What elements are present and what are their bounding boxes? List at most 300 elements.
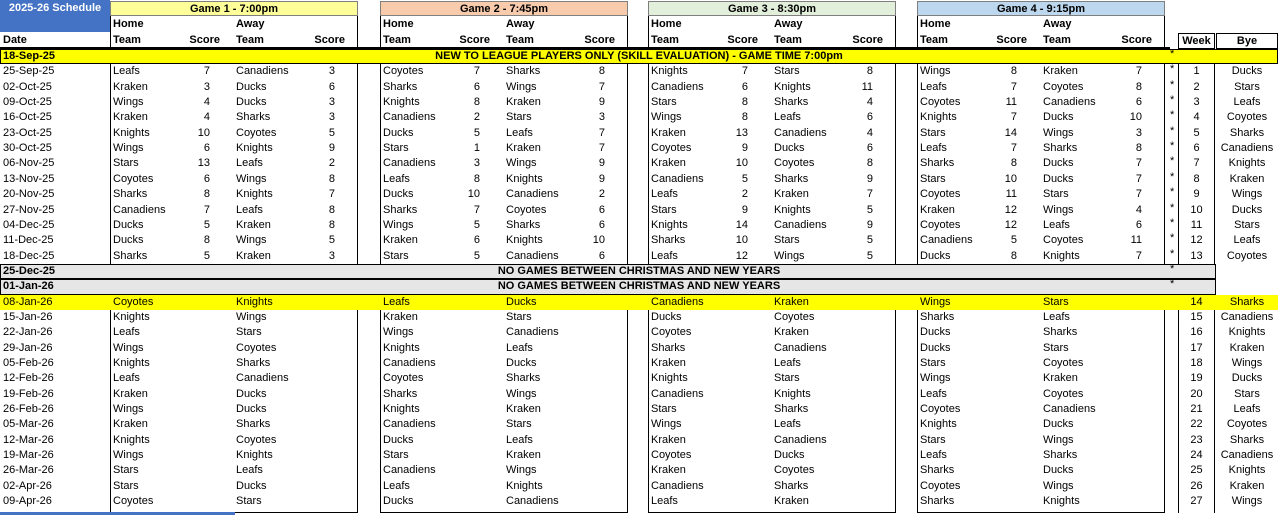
home-team: Wings [383, 326, 414, 339]
away-score: 7 [1135, 172, 1142, 185]
away-team: Sharks [774, 403, 809, 416]
away-score: 10 [592, 234, 605, 247]
away-header: Away [506, 18, 535, 30]
away-team-header: Team [1043, 34, 1071, 46]
week-number: 20 [1190, 387, 1203, 400]
home-team: Coyotes [651, 142, 692, 155]
bye-team: Wings [1231, 188, 1263, 201]
week-number: 7 [1193, 157, 1200, 170]
away-score: 8 [866, 65, 873, 78]
away-team: Coyotes [1043, 387, 1084, 400]
away-team: Kraken [236, 218, 271, 231]
away-score: 6 [1135, 218, 1142, 231]
date-column-header: Date [3, 34, 27, 46]
bye-team: Wings [1231, 495, 1263, 508]
away-team: Knights [774, 387, 811, 400]
home-team: Coyotes [651, 449, 692, 462]
away-score: 11 [861, 80, 873, 93]
week-number: 13 [1190, 249, 1203, 262]
home-team: Coyotes [920, 403, 961, 416]
home-team: Wings [113, 142, 144, 155]
row-marker: * [1170, 262, 1175, 275]
away-score: 6 [866, 111, 873, 124]
home-team: Ducks [113, 234, 144, 247]
home-team: Leafs [920, 80, 947, 93]
away-score-header: Score [314, 34, 345, 46]
bye-team: Leafs [1233, 96, 1261, 109]
home-score: 8 [1010, 157, 1017, 170]
row-date: 29-Jan-26 [3, 341, 53, 354]
away-team: Sharks [1043, 449, 1078, 462]
home-score: 4 [203, 111, 210, 124]
away-score: 6 [598, 218, 605, 231]
row-date: 13-Nov-25 [3, 172, 55, 185]
away-score-header: Score [584, 34, 615, 46]
home-score: 10 [735, 157, 748, 170]
bye-team: Stars [1234, 387, 1260, 400]
row-marker: * [1170, 201, 1175, 214]
bye-team: Ducks [1231, 372, 1263, 385]
away-team: Ducks [236, 96, 267, 109]
week-number: 22 [1190, 418, 1203, 431]
highlight-row-bg [0, 295, 1278, 310]
home-team: Leafs [113, 65, 140, 78]
home-team: Kraken [920, 203, 955, 216]
week-number: 21 [1190, 403, 1203, 416]
home-team-header: Team [920, 34, 948, 46]
away-team: Wings [506, 387, 537, 400]
home-score-header: Score [189, 34, 220, 46]
home-team: Sharks [113, 249, 148, 262]
away-team: Sharks [774, 479, 809, 492]
home-score: 8 [1010, 65, 1017, 78]
home-team: Wings [651, 111, 682, 124]
away-team: Leafs [236, 203, 263, 216]
row-marker: * [1170, 232, 1175, 245]
home-team: Canadiens [383, 418, 436, 431]
away-team: Wings [774, 249, 805, 262]
away-team: Canadiens [1043, 96, 1096, 109]
week-number: 3 [1193, 96, 1200, 109]
away-team: Canadiens [506, 249, 559, 262]
home-team: Coyotes [113, 295, 154, 308]
away-team: Kraken [506, 96, 541, 109]
home-team: Coyotes [920, 479, 961, 492]
away-team: Stars [236, 495, 262, 508]
home-team: Leafs [383, 172, 410, 185]
away-team: Coyotes [236, 126, 277, 139]
home-team: Leafs [651, 188, 678, 201]
home-team: Ducks [113, 218, 144, 231]
away-team: Stars [1043, 295, 1069, 308]
away-score: 6 [1135, 96, 1142, 109]
away-score: 3 [328, 96, 335, 109]
home-score: 8 [1010, 249, 1017, 262]
away-team: Wings [1043, 126, 1074, 139]
home-team: Wings [920, 372, 951, 385]
home-team: Wings [651, 418, 682, 431]
away-team: Canadiens [506, 326, 559, 339]
away-score: 5 [866, 203, 873, 216]
home-score-header: Score [459, 34, 490, 46]
home-team: Sharks [920, 310, 955, 323]
bye-team: Kraken [1229, 172, 1265, 185]
home-score: 6 [473, 80, 480, 93]
home-score: 5 [473, 249, 480, 262]
game-header: Game 1 - 7:00pm [110, 1, 358, 16]
home-team: Kraken [651, 357, 686, 369]
away-score: 6 [598, 203, 605, 216]
home-score: 7 [203, 65, 210, 78]
home-score: 9 [741, 203, 748, 216]
home-score: 5 [473, 218, 480, 231]
home-team: Sharks [383, 80, 418, 93]
row-marker: * [1170, 155, 1175, 168]
away-score: 10 [1129, 111, 1142, 124]
away-team: Ducks [774, 449, 805, 462]
row-date: 30-Oct-25 [3, 142, 52, 155]
bye-team: Kraken [1229, 341, 1265, 354]
row-marker: * [1170, 63, 1175, 76]
home-team: Canadiens [651, 295, 704, 308]
home-team: Sharks [383, 387, 418, 400]
home-team: Knights [113, 433, 150, 446]
home-score: 9 [741, 142, 748, 155]
home-score: 10 [1004, 172, 1017, 185]
away-team: Kraken [774, 295, 809, 308]
week-number: 15 [1190, 310, 1203, 323]
week-number: 1 [1193, 65, 1200, 78]
home-score: 5 [473, 126, 480, 139]
away-score: 2 [598, 188, 605, 201]
away-team: Leafs [774, 357, 801, 369]
away-team: Ducks [1043, 418, 1074, 431]
away-team: Leafs [236, 157, 263, 170]
home-score: 8 [203, 234, 210, 247]
row-date: 27-Nov-25 [3, 203, 55, 216]
home-team: Stars [920, 357, 946, 369]
home-score: 5 [741, 172, 748, 185]
home-team: Leafs [113, 326, 140, 339]
away-team: Kraken [1043, 372, 1078, 385]
home-team: Stars [113, 464, 139, 477]
away-team: Wings [1043, 203, 1074, 216]
away-team: Stars [1043, 341, 1069, 354]
home-team-header: Team [383, 34, 411, 46]
week-number: 24 [1190, 449, 1203, 462]
away-team: Stars [774, 234, 800, 247]
home-score: 2 [473, 111, 480, 124]
row-date: 22-Jan-26 [3, 326, 53, 339]
home-team: Coyotes [920, 218, 961, 231]
week-number: 27 [1190, 495, 1203, 508]
away-team: Leafs [774, 111, 801, 124]
home-score: 6 [203, 142, 210, 155]
home-team: Knights [651, 65, 688, 78]
home-team: Ducks [651, 310, 682, 323]
home-team: Coyotes [113, 172, 154, 185]
away-score: 4 [1135, 203, 1142, 216]
home-team: Canadiens [651, 172, 704, 185]
home-team: Leafs [651, 249, 678, 262]
week-number: 18 [1190, 357, 1203, 369]
away-team: Coyotes [236, 341, 277, 354]
away-team: Canadiens [1043, 403, 1096, 416]
home-team: Knights [383, 96, 420, 109]
away-team: Knights [1043, 249, 1080, 262]
away-team: Stars [506, 310, 532, 323]
away-score-header: Score [1121, 34, 1152, 46]
away-score: 6 [328, 80, 335, 93]
bye-team: Stars [1234, 218, 1260, 231]
week-number: 2 [1193, 80, 1200, 93]
away-score: 3 [328, 249, 335, 262]
home-header: Home [651, 18, 682, 30]
away-team: Leafs [774, 418, 801, 431]
away-score: 7 [598, 126, 605, 139]
home-team: Kraken [651, 157, 686, 170]
home-team: Coyotes [113, 495, 154, 508]
away-header: Away [236, 18, 265, 30]
away-score: 9 [328, 142, 335, 155]
home-team: Knights [113, 126, 150, 139]
week-number: 14 [1190, 295, 1203, 308]
row-date: 01-Jan-26 [3, 280, 54, 293]
away-team: Ducks [236, 80, 267, 93]
bye-team: Coyotes [1226, 111, 1268, 124]
week-number: 23 [1190, 433, 1203, 446]
away-team: Stars [236, 326, 262, 339]
away-header: Away [1043, 18, 1072, 30]
home-team: Canadiens [383, 111, 436, 124]
home-team: Stars [920, 172, 946, 185]
away-score: 5 [328, 126, 335, 139]
away-score: 6 [598, 249, 605, 262]
home-team: Stars [920, 126, 946, 139]
away-team: Ducks [506, 357, 537, 369]
away-score: 7 [1135, 249, 1142, 262]
away-team-header: Team [236, 34, 264, 46]
home-team: Canadiens [383, 464, 436, 477]
away-team: Coyotes [774, 310, 815, 323]
away-team: Stars [506, 111, 532, 124]
home-team: Stars [113, 479, 139, 492]
home-team: Wings [113, 341, 144, 354]
away-score: 7 [598, 80, 605, 93]
home-score: 5 [203, 249, 210, 262]
away-team: Stars [506, 418, 532, 431]
bye-team: Coyotes [1226, 249, 1268, 262]
home-team: Canadiens [651, 387, 704, 400]
away-score: 3 [328, 65, 335, 78]
away-team: Ducks [1043, 157, 1074, 170]
home-score: 6 [473, 234, 480, 247]
away-score: 7 [328, 188, 335, 201]
bye-team: Knights [1228, 326, 1266, 339]
away-team: Wings [236, 234, 267, 247]
row-date: 16-Oct-25 [3, 111, 52, 124]
away-score: 8 [1135, 142, 1142, 155]
home-score: 7 [473, 65, 480, 78]
row-date: 26-Feb-26 [3, 403, 54, 416]
home-score: 7 [1010, 111, 1017, 124]
home-score: 8 [203, 188, 210, 201]
bye-team: Sharks [1229, 126, 1265, 139]
away-team: Coyotes [506, 203, 547, 216]
home-team: Sharks [920, 464, 955, 477]
away-team: Kraken [1043, 65, 1078, 78]
week-number: 25 [1190, 464, 1203, 477]
away-score: 3 [1135, 126, 1142, 139]
week-number: 26 [1190, 479, 1203, 492]
home-team: Knights [113, 357, 150, 369]
home-team: Canadiens [920, 234, 973, 247]
home-team: Stars [383, 249, 409, 262]
bye-team: Sharks [1229, 295, 1265, 308]
home-score: 10 [467, 188, 480, 201]
bye-team: Ducks [1231, 203, 1263, 216]
bye-team: Wings [1231, 357, 1263, 369]
row-marker: * [1170, 94, 1175, 107]
away-team: Sharks [1043, 142, 1078, 155]
away-score: 9 [598, 157, 605, 170]
away-team: Knights [506, 172, 543, 185]
home-score: 8 [741, 96, 748, 109]
home-team-header: Team [651, 34, 679, 46]
home-team: Ducks [383, 188, 414, 201]
away-team: Knights [506, 234, 543, 247]
home-score: 7 [473, 203, 480, 216]
home-team: Knights [383, 403, 420, 416]
row-date: 12-Mar-26 [3, 433, 54, 446]
home-team: Wings [920, 65, 951, 78]
home-team: Canadiens [651, 479, 704, 492]
home-score: 6 [203, 172, 210, 185]
home-team: Wings [113, 403, 144, 416]
away-team: Wings [1043, 433, 1074, 446]
bye-team: Knights [1228, 464, 1266, 477]
away-team: Canadiens [774, 126, 827, 139]
away-team: Wings [236, 310, 267, 323]
away-team: Kraken [236, 249, 271, 262]
away-team: Kraken [506, 449, 541, 462]
away-team: Knights [236, 188, 273, 201]
home-team: Stars [383, 142, 409, 155]
home-score: 3 [203, 80, 210, 93]
row-date: 20-Nov-25 [3, 188, 55, 201]
away-team: Canadiens [774, 218, 827, 231]
row-marker: * [1170, 124, 1175, 137]
home-team: Leafs [651, 495, 678, 508]
home-team: Ducks [383, 495, 414, 508]
away-team: Sharks [774, 172, 809, 185]
home-score: 12 [1004, 218, 1017, 231]
away-team: Sharks [506, 218, 541, 231]
away-team: Kraken [506, 403, 541, 416]
away-score: 5 [866, 234, 873, 247]
away-score: 4 [866, 126, 873, 139]
row-date: 08-Jan-26 [3, 295, 53, 308]
week-number: 6 [1193, 142, 1200, 155]
home-score: 13 [735, 126, 748, 139]
home-team: Canadiens [383, 357, 436, 369]
away-team: Ducks [236, 387, 267, 400]
home-team: Knights [651, 218, 688, 231]
home-score: 10 [197, 126, 210, 139]
row-date: 18-Dec-25 [3, 249, 55, 262]
home-team-header: Team [113, 34, 141, 46]
home-team: Stars [651, 203, 677, 216]
home-team: Sharks [920, 495, 955, 508]
home-team: Leafs [920, 142, 947, 155]
away-team: Ducks [1043, 464, 1074, 477]
away-team-header: Team [774, 34, 802, 46]
week-number: 11 [1190, 218, 1203, 231]
home-team: Sharks [651, 234, 686, 247]
away-score: 4 [866, 96, 873, 109]
week-number: 19 [1190, 372, 1203, 385]
week-number: 10 [1190, 203, 1203, 216]
home-team: Canadiens [113, 203, 166, 216]
home-team: Kraken [383, 310, 418, 323]
away-team: Stars [1043, 188, 1069, 201]
home-team: Kraken [113, 80, 148, 93]
home-score: 6 [741, 80, 748, 93]
home-score: 5 [1010, 234, 1017, 247]
home-team: Stars [651, 96, 677, 109]
bye-team: Stars [1234, 80, 1260, 93]
home-team: Sharks [113, 188, 148, 201]
away-score: 7 [1135, 65, 1142, 78]
home-team: Knights [383, 341, 420, 354]
home-team: Kraken [113, 111, 148, 124]
away-team: Coyotes [774, 157, 815, 170]
away-team: Leafs [506, 126, 533, 139]
home-team: Kraken [113, 418, 148, 431]
away-team: Sharks [1043, 326, 1078, 339]
row-date: 09-Apr-26 [3, 495, 52, 508]
home-score: 8 [473, 96, 480, 109]
away-score: 5 [866, 249, 873, 262]
away-score: 6 [866, 142, 873, 155]
bye-team: Knights [1228, 157, 1266, 170]
home-team: Sharks [651, 341, 686, 354]
away-team: Kraken [774, 188, 809, 201]
schedule-title: 2025-26 Schedule [0, 0, 110, 32]
away-team: Sharks [506, 372, 541, 385]
away-team: Knights [236, 142, 273, 155]
home-score: 14 [1004, 126, 1017, 139]
away-team: Sharks [236, 418, 271, 431]
home-team: Kraken [651, 464, 686, 477]
home-team: Stars [383, 449, 409, 462]
row-date: 02-Oct-25 [3, 80, 52, 93]
row-date: 12-Feb-26 [3, 372, 54, 385]
home-team: Leafs [920, 449, 947, 462]
home-team: Leafs [920, 387, 947, 400]
away-team: Wings [506, 464, 537, 477]
home-score-header: Score [727, 34, 758, 46]
away-header: Away [774, 18, 803, 30]
away-team: Sharks [236, 111, 271, 124]
away-team: Canadiens [774, 433, 827, 446]
away-team: Ducks [236, 479, 267, 492]
away-score: 7 [1135, 157, 1142, 170]
home-team: Canadiens [651, 80, 704, 93]
away-score-header: Score [852, 34, 883, 46]
home-team: Canadiens [383, 157, 436, 170]
row-marker: * [1170, 48, 1175, 60]
